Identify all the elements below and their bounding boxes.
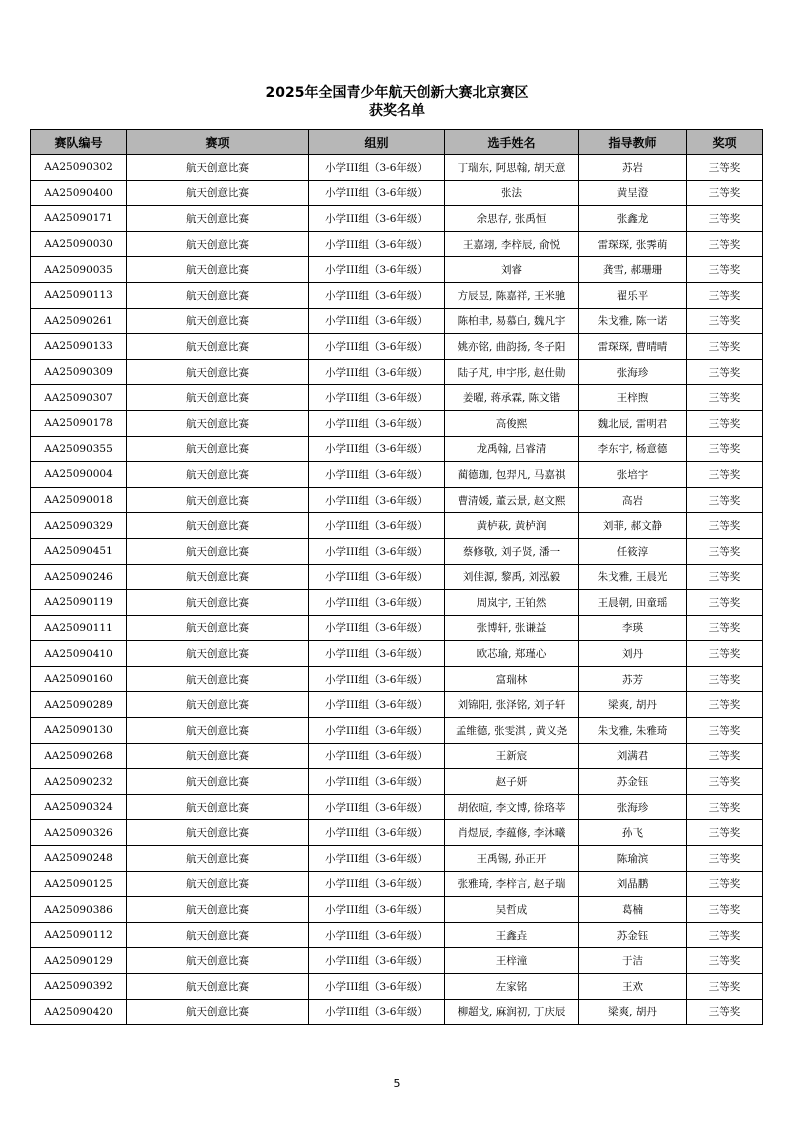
team-id-cell: AA25090178 [31,410,127,436]
instructor-cell: 龚雪, 郝珊珊 [579,257,687,283]
instructor-cell: 梁爽, 胡丹 [579,999,687,1025]
instructor-cell: 李东宇, 杨意德 [579,436,687,462]
table-row [31,308,763,334]
team-id-cell: AA25090355 [31,436,127,462]
table-row [31,820,763,846]
event-cell: 航天创意比赛 [127,385,309,411]
event-cell: 航天创意比赛 [127,922,309,948]
group-cell: 小学III组（3-6年级） [309,462,445,488]
team-id-cell: AA25090018 [31,487,127,513]
instructor-cell: 张鑫龙 [579,206,687,232]
contestants-cell: 赵子妍 [445,769,579,795]
award-cell: 三等奖 [687,308,763,334]
team-id-cell: AA25090035 [31,257,127,283]
title-block [0,84,794,120]
group-cell: 小学III组（3-6年级） [309,308,445,334]
instructor-cell: 苏金钰 [579,769,687,795]
table-row [31,794,763,820]
group-cell: 小学III组（3-6年级） [309,948,445,974]
table-row [31,257,763,283]
contestants-cell: 高俊熙 [445,410,579,436]
contestants-cell: 曹清媛, 董云景, 赵文熙 [445,487,579,513]
column-header-event: 赛项 [127,130,309,155]
event-cell: 航天创意比赛 [127,666,309,692]
instructor-cell: 朱戈雅, 朱雅琦 [579,718,687,744]
table-row [31,922,763,948]
instructor-cell: 魏北辰, 雷明君 [579,410,687,436]
table-row [31,590,763,616]
contestants-cell: 龙禹翰, 吕睿清 [445,436,579,462]
table-row [31,334,763,360]
group-cell: 小学III组（3-6年级） [309,846,445,872]
team-id-cell: AA25090268 [31,743,127,769]
group-cell: 小学III组（3-6年级） [309,666,445,692]
event-cell: 航天创意比赛 [127,948,309,974]
group-cell: 小学III组（3-6年级） [309,999,445,1025]
instructor-cell: 陈瑜滨 [579,846,687,872]
team-id-cell: AA25090232 [31,769,127,795]
award-cell: 三等奖 [687,974,763,1000]
table-row [31,999,763,1025]
event-cell: 航天创意比赛 [127,769,309,795]
team-id-cell: AA25090130 [31,718,127,744]
group-cell: 小学III组（3-6年级） [309,974,445,1000]
contestants-cell: 富瑞林 [445,666,579,692]
instructor-cell: 苏岩 [579,155,687,181]
contestants-cell: 王嘉翊, 李梓辰, 俞悦 [445,231,579,257]
group-cell: 小学III组（3-6年级） [309,436,445,462]
table-row [31,180,763,206]
team-id-cell: AA25090392 [31,974,127,1000]
page-subtitle: 获奖名单 [369,103,425,119]
column-header-team-id: 赛队编号 [31,130,127,155]
group-cell: 小学III组（3-6年级） [309,513,445,539]
group-cell: 小学III组（3-6年级） [309,155,445,181]
column-header-instructor: 指导教师 [579,130,687,155]
instructor-cell: 张培宇 [579,462,687,488]
award-cell: 三等奖 [687,538,763,564]
award-cell: 三等奖 [687,794,763,820]
team-id-cell: AA25090030 [31,231,127,257]
instructor-cell: 高岩 [579,487,687,513]
event-cell: 航天创意比赛 [127,334,309,360]
contestants-cell: 刘锦阳, 张泽铭, 刘子轩 [445,692,579,718]
table-row [31,846,763,872]
instructor-cell: 翟乐平 [579,282,687,308]
award-cell: 三等奖 [687,590,763,616]
contestants-cell: 孟维德, 张雯淇 , 黄义尧 [445,718,579,744]
table-body [31,155,763,1025]
event-cell: 航天创意比赛 [127,999,309,1025]
award-cell: 三等奖 [687,257,763,283]
table-header-row [31,130,763,155]
contestants-cell: 张博轩, 张谦益 [445,615,579,641]
event-cell: 航天创意比赛 [127,359,309,385]
award-cell: 三等奖 [687,871,763,897]
table-row [31,513,763,539]
team-id-cell: AA25090420 [31,999,127,1025]
event-cell: 航天创意比赛 [127,794,309,820]
instructor-cell: 刘丹 [579,641,687,667]
group-cell: 小学III组（3-6年级） [309,231,445,257]
group-cell: 小学III组（3-6年级） [309,820,445,846]
instructor-cell: 李瑛 [579,615,687,641]
event-cell: 航天创意比赛 [127,206,309,232]
instructor-cell: 雷琛琛, 曹晴晴 [579,334,687,360]
table-row [31,462,763,488]
group-cell: 小学III组（3-6年级） [309,641,445,667]
award-cell: 三等奖 [687,743,763,769]
table-row [31,718,763,744]
contestants-cell: 丁瑞东, 阿思翰, 胡天意 [445,155,579,181]
award-cell: 三等奖 [687,359,763,385]
contestants-cell: 王梓潼 [445,948,579,974]
award-table [30,129,763,1025]
event-cell: 航天创意比赛 [127,410,309,436]
event-cell: 航天创意比赛 [127,846,309,872]
table-row [31,666,763,692]
table-row [31,615,763,641]
table-row [31,974,763,1000]
event-cell: 航天创意比赛 [127,615,309,641]
team-id-cell: AA25090133 [31,334,127,360]
team-id-cell: AA25090451 [31,538,127,564]
table-row [31,206,763,232]
contestants-cell: 蔺德珈, 包羿凡, 马嘉祺 [445,462,579,488]
instructor-cell: 任筱淳 [579,538,687,564]
group-cell: 小学III组（3-6年级） [309,334,445,360]
instructor-cell: 朱戈雅, 陈一诺 [579,308,687,334]
contestants-cell: 余思存, 张禹恒 [445,206,579,232]
team-id-cell: AA25090129 [31,948,127,974]
award-cell: 三等奖 [687,487,763,513]
column-header-contestants: 选手姓名 [445,130,579,155]
table-row [31,359,763,385]
event-cell: 航天创意比赛 [127,513,309,539]
award-cell: 三等奖 [687,513,763,539]
award-cell: 三等奖 [687,846,763,872]
team-id-cell: AA25090004 [31,462,127,488]
contestants-cell: 王鑫垚 [445,922,579,948]
instructor-cell: 黄呈澄 [579,180,687,206]
instructor-cell: 王晨朝, 田童瑶 [579,590,687,616]
event-cell: 航天创意比赛 [127,180,309,206]
table-row [31,871,763,897]
table-row [31,436,763,462]
group-cell: 小学III组（3-6年级） [309,718,445,744]
event-cell: 航天创意比赛 [127,871,309,897]
table-row [31,743,763,769]
event-cell: 航天创意比赛 [127,743,309,769]
group-cell: 小学III组（3-6年级） [309,692,445,718]
page-title: 2025年全国青少年航天创新大赛北京赛区 [265,85,529,101]
instructor-cell: 王梓煦 [579,385,687,411]
group-cell: 小学III组（3-6年级） [309,743,445,769]
event-cell: 航天创意比赛 [127,155,309,181]
instructor-cell: 孙飞 [579,820,687,846]
instructor-cell: 苏芳 [579,666,687,692]
table-row [31,948,763,974]
event-cell: 航天创意比赛 [127,436,309,462]
event-cell: 航天创意比赛 [127,564,309,590]
team-id-cell: AA25090289 [31,692,127,718]
group-cell: 小学III组（3-6年级） [309,410,445,436]
contestants-cell: 王禹锡, 孙正开 [445,846,579,872]
team-id-cell: AA25090309 [31,359,127,385]
group-cell: 小学III组（3-6年级） [309,794,445,820]
award-cell: 三等奖 [687,462,763,488]
award-cell: 三等奖 [687,564,763,590]
team-id-cell: AA25090326 [31,820,127,846]
group-cell: 小学III组（3-6年级） [309,564,445,590]
team-id-cell: AA25090400 [31,180,127,206]
award-cell: 三等奖 [687,692,763,718]
instructor-cell: 刘菲, 郝文静 [579,513,687,539]
contestants-cell: 吴哲成 [445,897,579,923]
event-cell: 航天创意比赛 [127,308,309,334]
contestants-cell: 陈柏聿, 易慕白, 魏凡宇 [445,308,579,334]
contestants-cell: 王新宸 [445,743,579,769]
instructor-cell: 张海珍 [579,794,687,820]
event-cell: 航天创意比赛 [127,231,309,257]
award-cell: 三等奖 [687,769,763,795]
award-cell: 三等奖 [687,206,763,232]
team-id-cell: AA25090113 [31,282,127,308]
contestants-cell: 刘睿 [445,257,579,283]
group-cell: 小学III组（3-6年级） [309,487,445,513]
table-row [31,538,763,564]
table-row [31,487,763,513]
award-cell: 三等奖 [687,410,763,436]
team-id-cell: AA25090171 [31,206,127,232]
table-row [31,769,763,795]
team-id-cell: AA25090112 [31,922,127,948]
instructor-cell: 刘满君 [579,743,687,769]
team-id-cell: AA25090410 [31,641,127,667]
instructor-cell: 葛楠 [579,897,687,923]
group-cell: 小学III组（3-6年级） [309,538,445,564]
table-row [31,231,763,257]
team-id-cell: AA25090329 [31,513,127,539]
award-cell: 三等奖 [687,615,763,641]
contestants-cell: 刘佳源, 黎禹, 刘泓毅 [445,564,579,590]
contestants-cell: 陆子芃, 申宇彤, 赵仕勋 [445,359,579,385]
instructor-cell: 苏金钰 [579,922,687,948]
award-cell: 三等奖 [687,948,763,974]
event-cell: 航天创意比赛 [127,692,309,718]
contestants-cell: 张法 [445,180,579,206]
event-cell: 航天创意比赛 [127,718,309,744]
table-row [31,692,763,718]
award-cell: 三等奖 [687,718,763,744]
team-id-cell: AA25090119 [31,590,127,616]
contestants-cell: 姜曜, 蒋承霖, 陈文锴 [445,385,579,411]
award-cell: 三等奖 [687,820,763,846]
table-row [31,155,763,181]
team-id-cell: AA25090111 [31,615,127,641]
instructor-cell: 张海珍 [579,359,687,385]
contestants-cell: 欧芯瑜, 郑瑾心 [445,641,579,667]
team-id-cell: AA25090324 [31,794,127,820]
team-id-cell: AA25090261 [31,308,127,334]
award-cell: 三等奖 [687,922,763,948]
event-cell: 航天创意比赛 [127,282,309,308]
award-cell: 三等奖 [687,641,763,667]
team-id-cell: AA25090248 [31,846,127,872]
event-cell: 航天创意比赛 [127,820,309,846]
group-cell: 小学III组（3-6年级） [309,615,445,641]
event-cell: 航天创意比赛 [127,590,309,616]
event-cell: 航天创意比赛 [127,974,309,1000]
contestants-cell: 方辰昱, 陈嘉祥, 王米驰 [445,282,579,308]
contestants-cell: 周岚宇, 王铂然 [445,590,579,616]
group-cell: 小学III组（3-6年级） [309,385,445,411]
group-cell: 小学III组（3-6年级） [309,257,445,283]
award-cell: 三等奖 [687,436,763,462]
contestants-cell: 蔡修敬, 刘子贤, 潘一 [445,538,579,564]
award-cell: 三等奖 [687,666,763,692]
group-cell: 小学III组（3-6年级） [309,871,445,897]
team-id-cell: AA25090125 [31,871,127,897]
column-header-award: 奖项 [687,130,763,155]
award-cell: 三等奖 [687,231,763,257]
contestants-cell: 姚亦铭, 曲韵扬, 冬子阳 [445,334,579,360]
table-row [31,641,763,667]
group-cell: 小学III组（3-6年级） [309,922,445,948]
event-cell: 航天创意比赛 [127,641,309,667]
instructor-cell: 雷琛琛, 张霁萌 [579,231,687,257]
instructor-cell: 刘晶鹏 [579,871,687,897]
table-row [31,564,763,590]
group-cell: 小学III组（3-6年级） [309,282,445,308]
table-row [31,385,763,411]
table-row [31,282,763,308]
group-cell: 小学III组（3-6年级） [309,590,445,616]
award-cell: 三等奖 [687,282,763,308]
event-cell: 航天创意比赛 [127,257,309,283]
team-id-cell: AA25090160 [31,666,127,692]
award-cell: 三等奖 [687,180,763,206]
event-cell: 航天创意比赛 [127,897,309,923]
group-cell: 小学III组（3-6年级） [309,206,445,232]
group-cell: 小学III组（3-6年级） [309,180,445,206]
group-cell: 小学III组（3-6年级） [309,897,445,923]
group-cell: 小学III组（3-6年级） [309,359,445,385]
award-cell: 三等奖 [687,385,763,411]
contestants-cell: 胡依暄, 李文博, 徐珞莘 [445,794,579,820]
team-id-cell: AA25090386 [31,897,127,923]
instructor-cell: 于洁 [579,948,687,974]
group-cell: 小学III组（3-6年级） [309,769,445,795]
team-id-cell: AA25090246 [31,564,127,590]
award-cell: 三等奖 [687,155,763,181]
award-cell: 三等奖 [687,897,763,923]
contestants-cell: 柳超戈, 麻润初, 丁庆辰 [445,999,579,1025]
contestants-cell: 肖煜辰, 李蕴修, 李沐曦 [445,820,579,846]
award-cell: 三等奖 [687,334,763,360]
instructor-cell: 梁爽, 胡丹 [579,692,687,718]
contestants-cell: 左家铭 [445,974,579,1000]
page-number: 5 [393,1077,401,1090]
award-cell: 三等奖 [687,999,763,1025]
contestants-cell: 张雅琦, 李梓言, 赵子瑞 [445,871,579,897]
event-cell: 航天创意比赛 [127,487,309,513]
event-cell: 航天创意比赛 [127,462,309,488]
team-id-cell: AA25090307 [31,385,127,411]
table-row [31,410,763,436]
table-row [31,897,763,923]
instructor-cell: 王欢 [579,974,687,1000]
event-cell: 航天创意比赛 [127,538,309,564]
contestants-cell: 黄栌萩, 黄栌润 [445,513,579,539]
instructor-cell: 朱戈雅, 王晨光 [579,564,687,590]
column-header-group: 组别 [309,130,445,155]
team-id-cell: AA25090302 [31,155,127,181]
